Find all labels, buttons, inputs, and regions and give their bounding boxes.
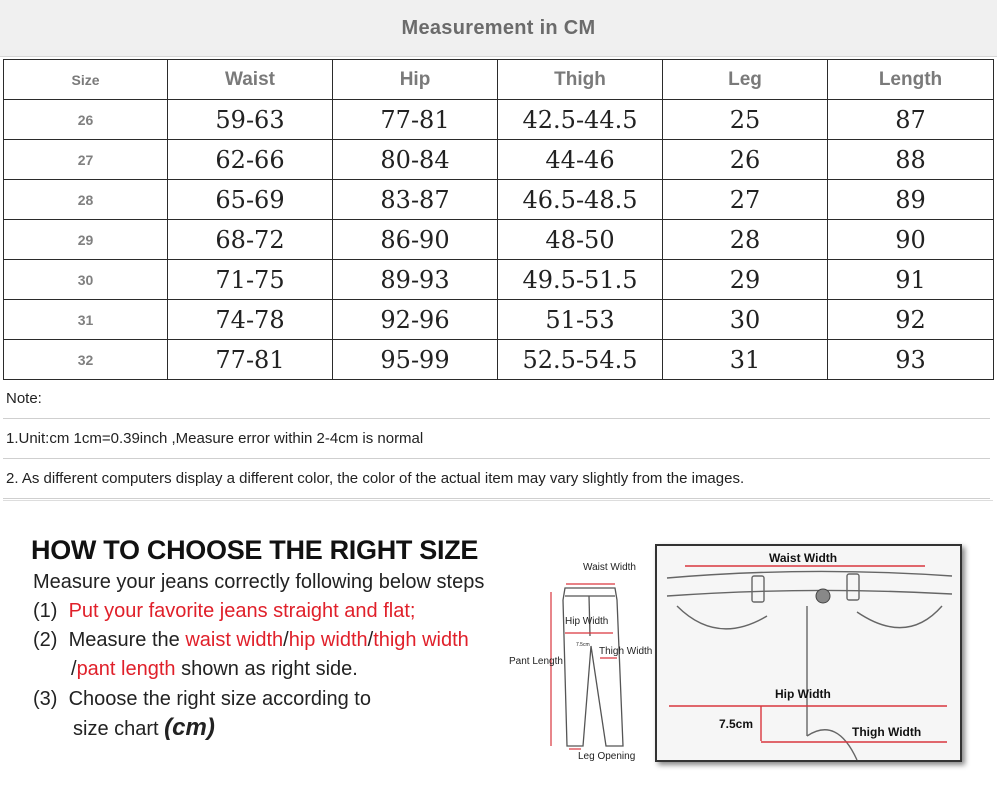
size-cell: 27 [4,140,168,180]
step-2-tail: shown as right side. [175,658,358,680]
table-cell: 26 [663,140,828,180]
table-cell: 48-50 [498,220,663,260]
jeans-outline [563,588,623,746]
button-icon [816,589,830,603]
table-cell: 49.5-51.5 [498,260,663,300]
table-cell: 83-87 [333,180,498,220]
table-cell: 80-84 [333,140,498,180]
table-cell: 31 [663,340,828,380]
thigh-width-text: thigh width [373,629,469,651]
table-cell: 52.5-54.5 [498,340,663,380]
column-header: Length [828,60,994,100]
table-row [4,300,994,340]
table-header-row [4,60,994,100]
table-row [4,100,994,140]
table-cell: 95-99 [333,340,498,380]
step-number: (3) [33,688,58,710]
table-cell: 29 [663,260,828,300]
table-cell: 91 [828,260,994,300]
column-header: Hip [333,60,498,100]
table-cell: 65-69 [168,180,333,220]
step-1-text: Put your favorite jeans straight and flat; [68,600,416,622]
unit-label: (cm) [164,714,215,741]
guide-step-3 [33,688,371,711]
sketch-pant-length-label: Pant Length [509,656,563,667]
note-line-1 [3,419,990,459]
sketch-mark-label: 7.5cm [576,642,590,648]
separator: / [367,629,374,651]
table-cell: 25 [663,100,828,140]
table-cell: 89-93 [333,260,498,300]
step-number: (1) [33,600,58,622]
table-cell: 89 [828,180,994,220]
guide-heading: HOW TO CHOOSE THE RIGHT SIZE [31,535,479,565]
table-cell: 74-78 [168,300,333,340]
column-header: Leg [663,60,828,100]
table-cell: 42.5-44.5 [498,100,663,140]
pant-length-text: pant length [76,658,176,680]
separator: / [71,658,77,680]
size-cell: 30 [4,260,168,300]
note-label-text: Note: [6,390,42,407]
sketch-thigh-label: Thigh Width [599,646,653,657]
closeup-waist-label: Waist Width [769,551,838,565]
step-number: (2) [33,629,58,651]
table-cell: 86-90 [333,220,498,260]
waist-width-text: waist width [185,629,284,651]
note-line-2-text: 2. As different computers display a different color, the color of the actual item may vary slightly from the images. [6,470,745,487]
closeup-hip-label: Hip Width [775,687,831,701]
table-cell: 71-75 [168,260,333,300]
table-cell: 30 [663,300,828,340]
guide-step-1 [33,600,415,623]
note-label [3,379,990,419]
table-cell: 59-63 [168,100,333,140]
table-cell: 77-81 [333,100,498,140]
guide-step-2 [33,629,469,652]
closeup-thigh-label: Thigh Width [852,725,922,739]
guide-step-2-cont [71,658,358,681]
table-row [4,260,994,300]
size-guide-banner [3,500,993,789]
table-row [4,340,994,380]
guide-intro: Measure your jeans correctly following below steps [33,571,485,593]
sketch-hip-label: Hip Width [565,616,609,627]
size-cell: 28 [4,180,168,220]
step-3-tail: size chart [73,718,165,740]
separator: / [283,629,289,651]
jeans-closeup [655,544,962,762]
guide-step-3-cont [73,714,215,742]
size-cell: 31 [4,300,168,340]
sketch-leg-opening-label: Leg Opening [578,751,636,761]
table-cell: 44-46 [498,140,663,180]
size-table [3,59,994,380]
table-cell: 51-53 [498,300,663,340]
size-cell: 26 [4,100,168,140]
note-line-2 [3,459,990,499]
column-header: Size [4,60,168,100]
closeup-illustration [657,546,960,760]
table-row [4,220,994,260]
table-cell: 62-66 [168,140,333,180]
step-3-text: Choose the right size according to [68,688,371,710]
size-cell: 32 [4,340,168,380]
sketch-waist-label: Waist Width [583,562,636,573]
table-cell: 77-81 [168,340,333,380]
table-cell: 28 [663,220,828,260]
table-cell: 90 [828,220,994,260]
note-line-1-text: 1.Unit:cm 1cm=0.39inch ,Measure error within 2-4cm is normal [6,430,424,447]
column-header: Waist [168,60,333,100]
table-cell: 46.5-48.5 [498,180,663,220]
step-2-text: Measure the [68,629,186,651]
jeans-sketch [503,556,653,761]
table-cell: 88 [828,140,994,180]
page-title: Measurement in CM [401,16,596,39]
title-bar [0,0,997,57]
closeup-mark-label: 7.5cm [719,717,754,731]
table-cell: 92-96 [333,300,498,340]
size-cell: 29 [4,220,168,260]
table-row [4,140,994,180]
table-cell: 68-72 [168,220,333,260]
table-row [4,180,994,220]
table-cell: 87 [828,100,994,140]
table-cell: 27 [663,180,828,220]
column-header: Thigh [498,60,663,100]
table-cell: 92 [828,300,994,340]
hip-width-text: hip width [288,629,368,651]
table-cell: 93 [828,340,994,380]
